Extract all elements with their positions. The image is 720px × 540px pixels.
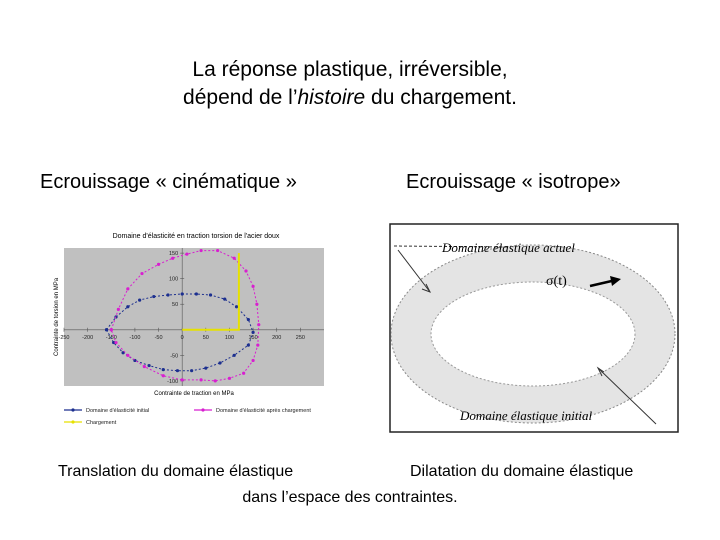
y-tick-label: 150 [168,251,179,258]
data-point [152,295,155,298]
title-line-2-end: du chargement. [365,86,517,109]
legend-marker [201,408,204,411]
legend-marker [71,408,74,411]
data-point [199,249,202,252]
data-point [257,323,260,326]
data-point [233,257,236,260]
x-tick-label: -100 [129,334,141,341]
y-axis-label: Contrainte de torsion en MPa [54,277,60,357]
data-point [181,292,184,295]
data-point [126,305,129,308]
data-point [233,354,236,357]
data-point [190,369,193,372]
data-point [218,361,221,364]
data-point [223,298,226,301]
data-point [251,331,254,334]
data-point [162,374,165,377]
legend-marker [71,420,74,423]
data-point [147,364,150,367]
isotropic-diagram [388,222,680,436]
x-tick-label: -50 [154,334,163,341]
legend-label: Domaine d'élasticité après chargement [216,408,311,414]
legend-label: Chargement [86,420,117,426]
data-point [247,344,250,347]
x-tick-label: 150 [248,334,258,341]
data-point [140,272,143,275]
kinematic-heading: Ecrouissage « cinématique » [40,171,297,193]
title-line-2-start: dépend de l’ [183,86,298,109]
data-point [235,305,238,308]
actual-domain-label: Domaine élastique actuel [442,240,575,255]
chart-title: Domaine d'élasticité en traction torsion de l'acier doux [112,233,280,240]
dilatation-caption: Dilatation du domaine élastique [410,463,634,480]
x-tick-label: 200 [272,334,282,341]
data-point [162,368,165,371]
y-tick-label: -100 [167,378,179,385]
x-tick-label: 50 [202,334,209,341]
data-point [195,292,198,295]
data-point [143,365,146,368]
data-point [117,308,120,311]
title-line-2 [0,86,700,110]
data-point [251,359,254,362]
data-point [126,287,129,290]
data-point [251,285,254,288]
data-point [247,318,250,321]
data-point [256,344,259,347]
isotropic-heading: Ecrouissage « isotrope» [406,171,621,193]
legend-label: Domaine d'élasticité initial [86,408,150,414]
kinematic-chart [48,222,330,432]
sigma-label: σ(t) [546,274,567,289]
translation-caption: Translation du domaine élastique [58,463,294,480]
space-caption: dans l’espace des contraintes. [242,489,458,506]
data-point [171,257,174,260]
plot-area [64,248,324,386]
initial-elastic-domain [431,282,635,386]
initial-domain-label: Domaine élastique initial [460,408,593,423]
data-point [242,372,245,375]
data-point [166,293,169,296]
title-line-2-italic: histoire [297,86,366,109]
x-tick-label: 0 [180,334,184,341]
data-point [114,341,117,344]
data-point [204,367,207,370]
y-tick-label: 100 [168,276,179,283]
x-tick-label: 250 [295,334,305,341]
x-tick-label: 100 [224,334,235,341]
data-point [176,369,179,372]
data-point [216,249,219,252]
data-point [199,378,202,381]
y-tick-label: -50 [170,353,179,360]
x-tick-label: -150 [105,334,117,341]
data-point [181,378,184,381]
data-point [244,269,247,272]
data-point [209,293,212,296]
x-tick-label: -200 [82,334,94,341]
data-point [185,253,188,256]
data-point [138,299,141,302]
x-tick-label: -250 [58,334,70,341]
data-point [105,328,108,331]
data-point [110,328,113,331]
data-point [255,303,258,306]
title-line-1: La réponse plastique, irréversible, [192,58,508,81]
data-point [214,379,217,382]
data-point [228,377,231,380]
y-tick-label: 50 [172,302,179,309]
x-axis-label: Contrainte de traction en MPa [154,391,234,397]
data-point [126,354,129,357]
data-point [157,263,160,266]
